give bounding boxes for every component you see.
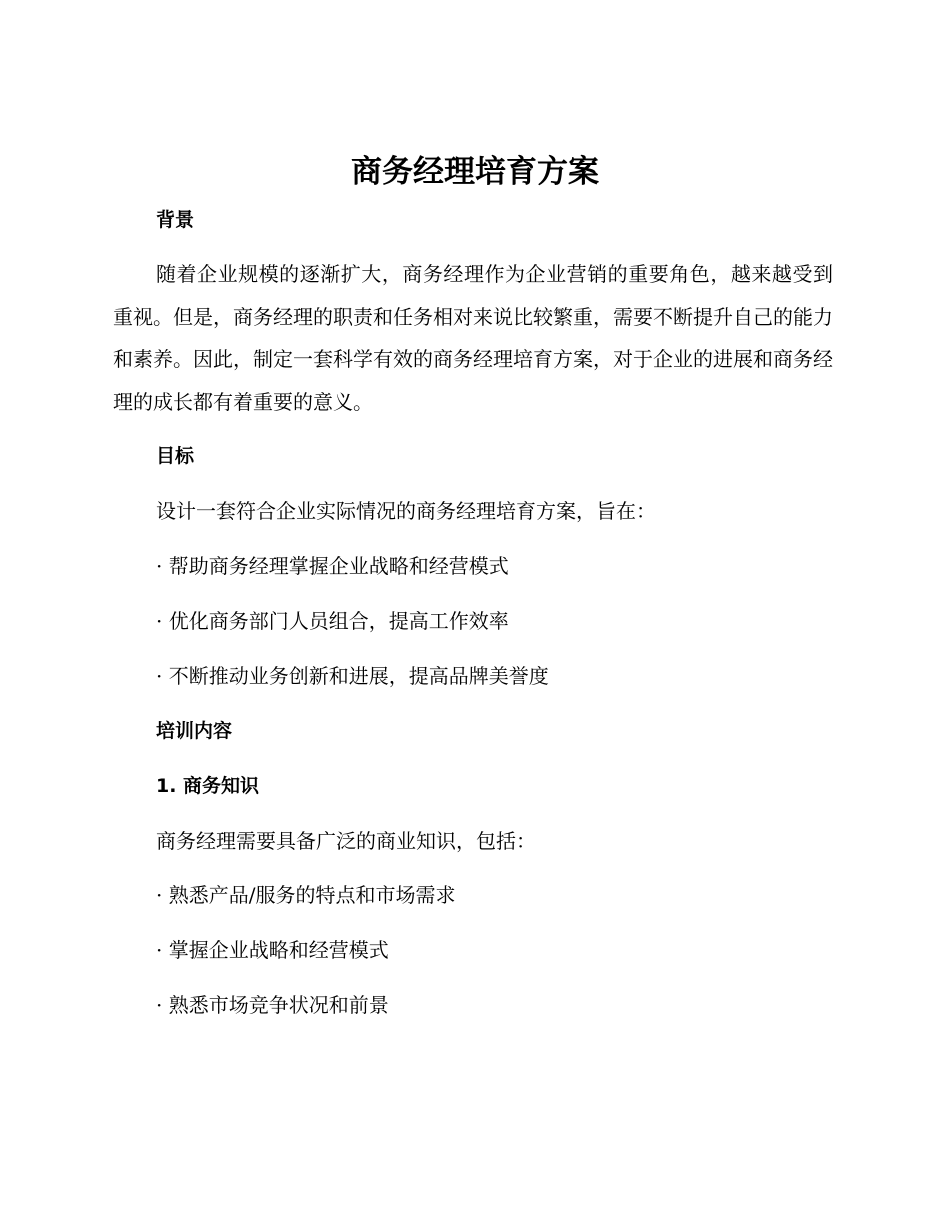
business-knowledge-list-item: · 熟悉产品/服务的特点和市场需求 bbox=[156, 883, 456, 907]
goals-list-item: · 帮助商务经理掌握企业战略和经营模式 bbox=[156, 554, 509, 578]
subsection-heading-business-knowledge: 1. 商务知识 bbox=[156, 775, 260, 797]
business-knowledge-list-item: · 掌握企业战略和经营模式 bbox=[156, 938, 389, 962]
section-heading-goals: 目标 bbox=[156, 445, 195, 467]
background-paragraph: 随着企业规模的逐渐扩大，商务经理作为企业营销的重要角色，越来越受到重视。但是，商务经理的职责和任务相对来说比较繁重，需要不断提升自己的能力和素养。因此，制定一套科学有效的商务经理培育方案，对于企业的进展和商务经理的成长都有着重要的意义。 bbox=[113, 262, 833, 414]
section-heading-background: 背景 bbox=[156, 209, 195, 231]
document-title: 商务经理培育方案 bbox=[351, 154, 599, 190]
goals-intro: 设计一套符合企业实际情况的商务经理培育方案，旨在： bbox=[156, 499, 656, 523]
goals-list-item: · 优化商务部门人员组合，提高工作效率 bbox=[156, 609, 509, 633]
business-knowledge-list-item: · 熟悉市场竞争状况和前景 bbox=[156, 993, 389, 1017]
goals-list-item: · 不断推动业务创新和进展，提高品牌美誉度 bbox=[156, 664, 549, 688]
section-heading-training: 培训内容 bbox=[156, 720, 233, 742]
business-knowledge-intro: 商务经理需要具备广泛的商业知识，包括： bbox=[156, 829, 536, 853]
